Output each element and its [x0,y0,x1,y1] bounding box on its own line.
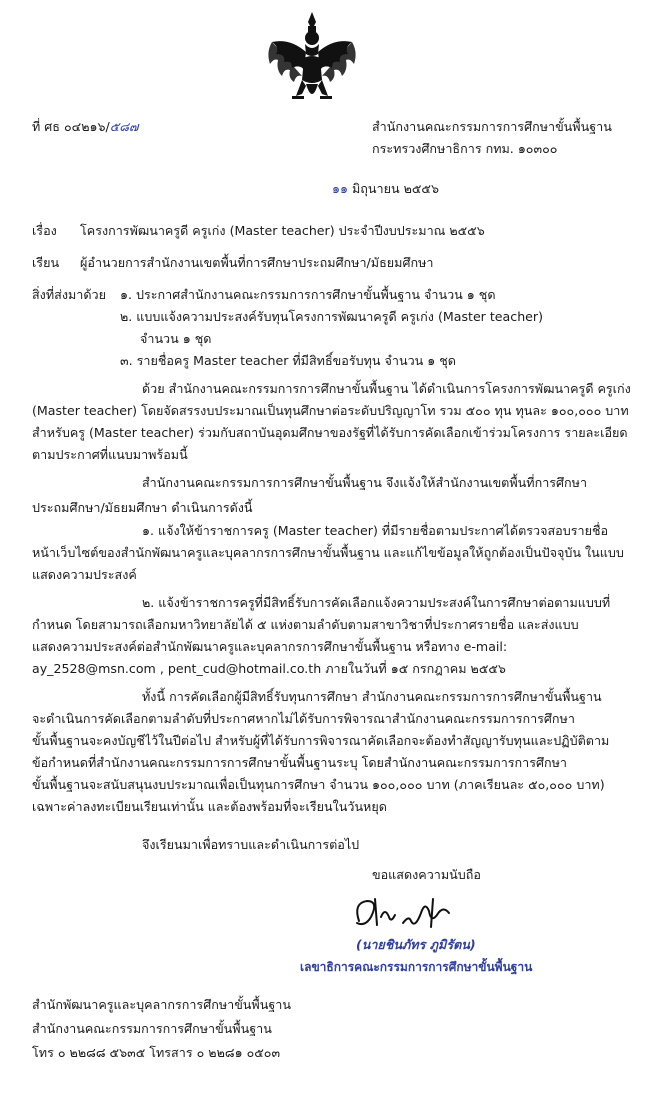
paragraph-line: (Master teacher) โดยจัดสรรงบประมาณเป็นทุนศึกษาต่อระดับปริญญาโท รวม ๕๐๐ ทุน ทุนละ ๑๐๐,๐๐๐ บาท [32,403,629,418]
issuing-ministry-address: กระทรวงศึกษาธิการ กทม. ๑๐๓๐๐ [372,141,558,156]
issuing-office: สำนักงานคณะกรรมการการศึกษาขั้นพื้นฐาน [372,119,612,134]
enclosure-item: ๓. รายชื่อครู Master teacher ที่มีสิทธิ์ขอรับทุน จำนวน ๑ ชุด [120,353,456,368]
paragraph-line: ๑. แจ้งให้ข้าราชการครู (Master teacher) ที่มีรายชื่อตามประกาศได้ตรวจสอบรายชื่อ [142,523,609,538]
body-paragraph-3 [32,522,632,583]
handwritten-signature-icon [345,893,465,935]
paragraph-line: ตามประกาศที่แนบมาพร้อมนี้ [32,447,188,462]
footer-contact: โทร ๐ ๒๒๘๘ ๕๖๓๕ โทรสาร ๐ ๒๒๘๑ ๐๕๐๓ [32,1045,281,1060]
paragraph-line: จะดำเนินการคัดเลือกตามลำดับที่ประกาศหากไม่ได้รับการพิจารณาสำนักงานคณะกรรมการการศึกษา [32,711,575,726]
reference-handwritten-number: ๕๘๗ [109,119,139,134]
document-date [332,180,439,197]
paragraph-line: สำนักงานคณะกรรมการการศึกษาขั้นพื้นฐาน จึงแจ้งให้สำนักงานเขตพื้นที่การศึกษา [142,475,588,490]
date-month-year: มิถุนายน ๒๕๕๖ [348,181,439,196]
signatory-name: (นายชินภัทร ภูมิรัตน) [356,937,476,952]
closing-salutation: ขอแสดงความนับถือ [372,867,481,882]
enclosure-item: ๒. แบบแจ้งความประสงค์รับทุนโครงการพัฒนาครูดี ครูเก่ง (Master teacher) [120,309,544,324]
paragraph-line: แสดงความประสงค์ [32,567,137,582]
paragraph-line: ๒. แจ้งข้าราชการครูที่มีสิทธิ์รับการคัดเลือกแจ้งความประสงค์ในการศึกษาต่อตามแบบที่ [142,595,611,610]
subject-text: โครงการพัฒนาครูดี ครูเก่ง (Master teacher) ประจำปีงบประมาณ ๒๕๕๖ [80,223,485,238]
paragraph-line: ข้อกำหนดที่สำนักงานคณะกรรมการการศึกษาขั้นพื้นฐานระบุ โดยสำนักงานคณะกรรมการการศึกษา [32,755,567,770]
paragraph-line: หน้าเว็บไซต์ของสำนักพัฒนาครูและบุคลากรการศึกษาขั้นพื้นฐาน และแก้ไขข้อมูลให้ถูกต้องเป็นปัจจุบัน ในแบบ [32,545,624,560]
paragraph-line: ด้วย สำนักงานคณะกรรมการการศึกษาขั้นพื้นฐาน ได้ดำเนินการโครงการพัฒนาครูดี ครูเก่ง [142,381,631,396]
paragraph-line: ประถมศึกษา/มัธยมศึกษา ดำเนินการดังนี้ [32,500,253,515]
enclosure-item-continued: จำนวน ๑ ชุด [140,331,212,346]
enclosures-label: สิ่งที่ส่งมาด้วย [32,287,106,302]
paragraph-line: ขั้นพื้นฐานจะสนับสนุนงบประมาณเพื่อเป็นทุนการศึกษา จำนวน ๑๐๐,๐๐๐ บาท (ภาคเรียนละ ๕๐,๐๐๐ บาท) [32,777,605,792]
garuda-emblem-icon [262,8,362,106]
paragraph-line: ทั้งนี้ การคัดเลือกผู้มีสิทธิ์รับทุนการศึกษา สำนักงานคณะกรรมการการศึกษาขั้นพื้นฐาน [142,689,602,704]
reference-number [32,118,138,135]
paragraph-line: เฉพาะค่าลงทะเบียนเรียนเท่านั้น และต้องพร้อมที่จะเรียนในวันหยุด [32,799,387,814]
body-paragraph-1 [32,380,632,463]
footer-department: สำนักพัฒนาครูและบุคลากรการศึกษาขั้นพื้นฐาน [32,997,291,1012]
recipient-label: เรียน [32,255,60,270]
date-day: ๑๑ [332,181,348,196]
enclosure-item: ๑. ประกาศสำนักงานคณะกรรมการการศึกษาขั้นพื้นฐาน จำนวน ๑ ชุด [120,287,496,302]
footer-office: สำนักงานคณะกรรมการการศึกษาขั้นพื้นฐาน [32,1021,272,1036]
paragraph-line: ay_2528@msn.com , pent_cud@hotmail.co.th ภายในวันที่ ๑๕ กรกฎาคม ๒๕๕๖ [32,661,506,676]
paragraph-line: แสดงความประสงค์ต่อสำนักพัฒนาครูและบุคลากรการศึกษาขั้นพื้นฐาน หรือทาง e-mail: [32,639,508,654]
body-paragraph-2 [32,474,632,516]
recipient-text: ผู้อำนวยการสำนักงานเขตพื้นที่การศึกษาประถมศึกษา/มัธยมศึกษา [80,255,434,270]
reference-prefix: ที่ ศธ ๐๔๒๑๖/ [32,119,110,134]
subject-label: เรื่อง [32,223,57,238]
body-paragraph-5 [32,688,632,815]
paragraph-line: กำหนด โดยสามารถเลือกมหาวิทยาลัยได้ ๕ แห่งตามลำดับตามสาขาวิชาที่ประกาศรายชื่อ และส่งแบบ [32,617,579,632]
closing-request: จึงเรียนมาเพื่อทราบและดำเนินการต่อไป [142,837,360,852]
paragraph-line: ขั้นพื้นฐานจะคงบัญชีไว้ในปีต่อไป สำหรับผู้ที่ได้รับการพิจารณาคัดเลือกจะต้องทำสัญญารับทุนและปฏิบัติตาม [32,733,610,748]
paragraph-line: สำหรับครู (Master teacher) ร่วมกับสถาบันอุดมศึกษาของรัฐที่ได้รับการคัดเลือกเข้าร่วมโครงการ รายละเอียด [32,425,628,440]
signatory-position: เลขาธิการคณะกรรมการการศึกษาขั้นพื้นฐาน [300,960,533,974]
body-paragraph-4 [32,594,632,677]
